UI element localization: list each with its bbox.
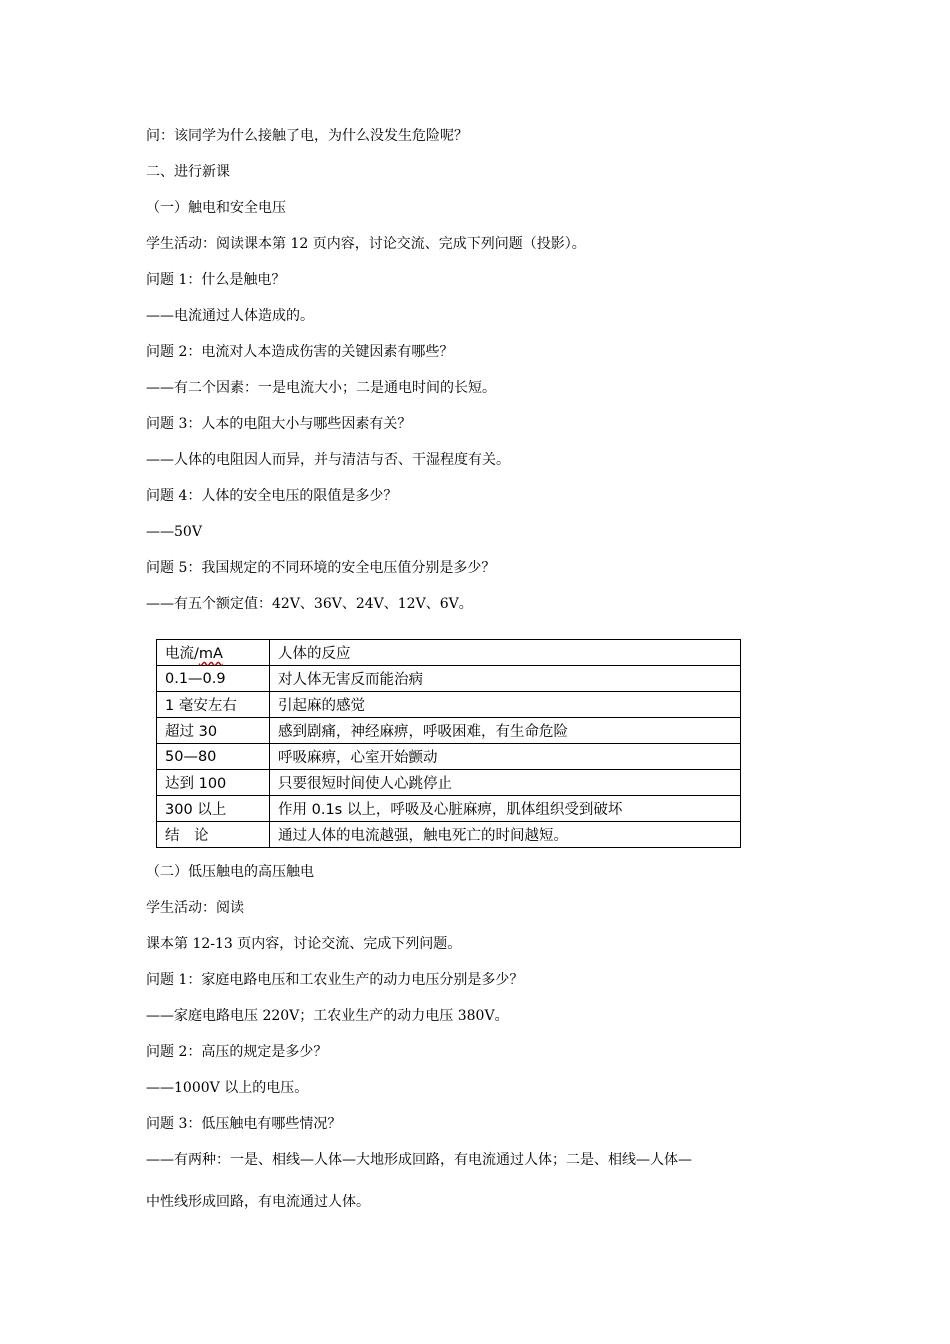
question-b1: 问题 1：家庭电路电压和工农业生产的动力电压分别是多少？ — [146, 972, 524, 988]
question-5: 问题 5：我国规定的不同环境的安全电压值分别是多少？ — [146, 560, 496, 576]
cell-reaction: 作用 0.1s 以上，呼吸及心脏麻痹，肌体组织受到破坏 — [270, 796, 741, 822]
question-4: 问题 4：人体的安全电压的限值是多少？ — [146, 488, 398, 504]
answer-1: ——电流通过人体造成的。 — [146, 308, 314, 324]
question-2: 问题 2：电流对人本造成伤害的关键因素有哪些？ — [146, 344, 454, 360]
table-row — [157, 796, 741, 822]
answer-b3-continued: 中性线形成回路，有电流通过人体。 — [146, 1194, 370, 1210]
unit-ma: mA — [198, 646, 223, 662]
answer-5: ——有五个额定值：42V、36V、24V、12V、6V。 — [146, 596, 473, 612]
answer-b2: ——1000V 以上的电压。 — [146, 1080, 309, 1096]
cell-reaction: 呼吸麻痹，心室开始颤动 — [270, 744, 741, 770]
cell-current: 0.1—0.9 — [157, 666, 270, 692]
cell-current: 达到 100 — [157, 770, 270, 796]
question-b2: 问题 2：高压的规定是多少？ — [146, 1044, 328, 1060]
header-reaction: 人体的反应 — [270, 640, 741, 666]
question-intro: 问：该同学为什么接触了电，为什么没发生危险呢？ — [146, 128, 468, 144]
subsection-heading: （一）触电和安全电压 — [146, 200, 286, 216]
cell-current: 超过 30 — [157, 718, 270, 744]
question-3: 问题 3：人本的电阻大小与哪些因素有关？ — [146, 416, 412, 432]
answer-b3: ——有两种：一是、相线—人体—大地形成回路，有电流通过人体；二是、相线—人体— — [146, 1152, 692, 1168]
table-row — [157, 666, 741, 692]
question-1: 问题 1：什么是触电？ — [146, 272, 286, 288]
table-row — [157, 770, 741, 796]
cell-reaction: 感到剧痛，神经麻痹，呼吸困难，有生命危险 — [270, 718, 741, 744]
answer-2: ——有二个因素：一是电流大小；二是通电时间的长短。 — [146, 380, 496, 396]
reading-instruction: 课本第 12-13 页内容，讨论交流、完成下列问题。 — [146, 936, 462, 952]
table-row-conclusion — [157, 822, 741, 848]
cell-current: 结 论 — [157, 822, 270, 848]
cell-current: 50—80 — [157, 744, 270, 770]
answer-b1: ——家庭电路电压 220V；工农业生产的动力电压 380V。 — [146, 1008, 509, 1024]
cell-current: 1 毫安左右 — [157, 692, 270, 718]
answer-3: ——人体的电阻因人而异，并与清洁与否、干湿程度有关。 — [146, 452, 510, 468]
table-row — [157, 744, 741, 770]
cell-reaction: 只要很短时间使人心跳停止 — [270, 770, 741, 796]
cell-reaction: 引起麻的感觉 — [270, 692, 741, 718]
answer-4: ——50V — [146, 524, 202, 540]
current-reaction-table — [156, 639, 741, 846]
question-b3: 问题 3：低压触电有哪些情况？ — [146, 1116, 342, 1132]
cell-reaction: 通过人体的电流越强，触电死亡的时间越短。 — [270, 822, 741, 848]
cell-reaction: 对人体无害反而能治病 — [270, 666, 741, 692]
student-activity-2: 学生活动：阅读 — [146, 900, 244, 916]
table-row — [157, 692, 741, 718]
student-activity: 学生活动：阅读课本第 12 页内容，讨论交流、完成下列问题（投影）。 — [146, 236, 586, 252]
cell-current: 300 以上 — [157, 796, 270, 822]
section-heading: 二、进行新课 — [146, 164, 230, 180]
table-header-row — [157, 640, 741, 666]
subsection-heading-2: （二）低压触电的高压触电 — [146, 864, 314, 880]
table-row — [157, 718, 741, 744]
header-current: 电流/mA — [157, 640, 270, 666]
